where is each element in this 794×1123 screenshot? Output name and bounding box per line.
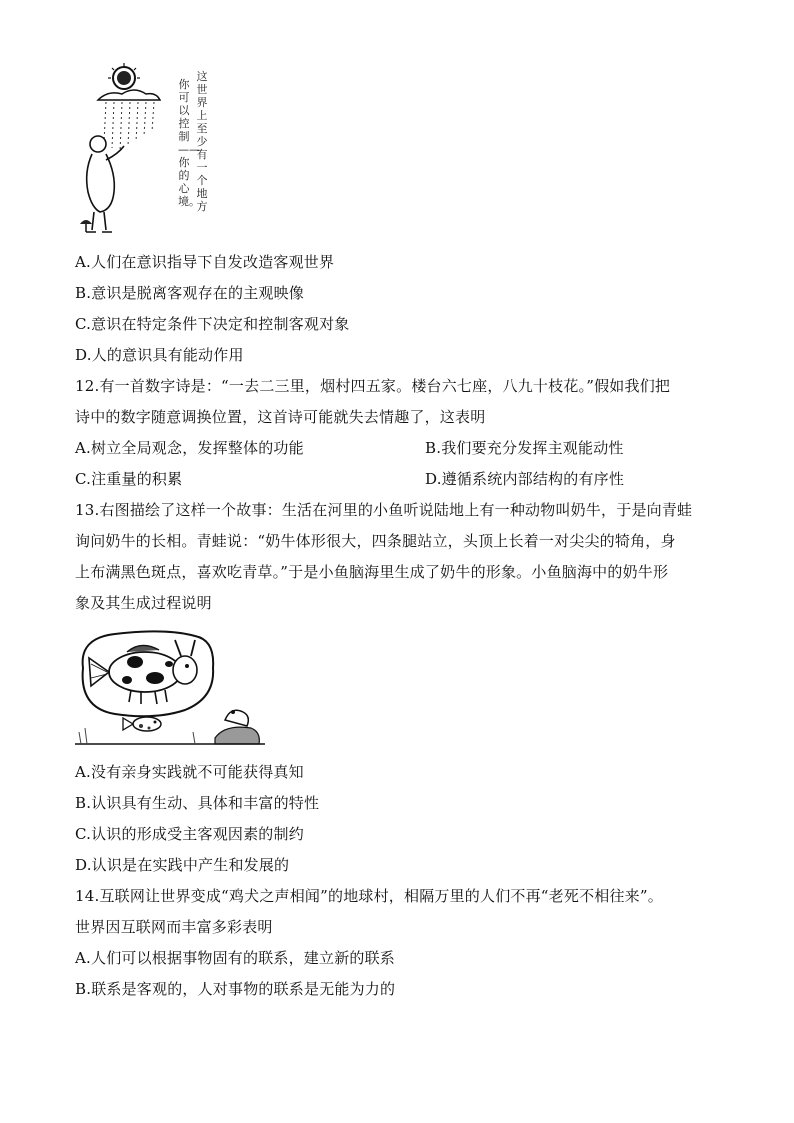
q13-option-d: D.认识是在实践中产生和发展的 (75, 856, 290, 874)
q12-option-a: A.树立全局观念，发挥整体的功能 (75, 439, 304, 457)
q13-option-a: A.没有亲身实践就不可能获得真知 (75, 763, 304, 781)
q14-option-a: A.人们可以根据事物固有的联系，建立新的联系 (75, 949, 396, 967)
q11-option-d: D.人的意识具有能动作用 (75, 346, 244, 364)
q11-option-a: A.人们在意识指导下自发改造客观世界 (75, 253, 335, 271)
q13-fish-cow-figure (75, 628, 265, 750)
q14-stem-line2: 世界因互联网而丰富多彩表明 (75, 918, 273, 936)
q13-stem-line4: 象及其生成过程说明 (75, 594, 212, 612)
q11-option-b: B.意识是脱离客观存在的主观映像 (75, 284, 304, 302)
q13-stem-line1: 13.右图描绘了这样一个故事：生活在河里的小鱼听说陆地上有一种动物叫奶牛，于是向青蛙 (75, 501, 693, 519)
q12-option-b: B.我们要充分发挥主观能动性 (425, 439, 624, 457)
cartoon-caption-col1: 这世界上至少有一个地方 (196, 70, 208, 213)
q12-option-c: C.注重量的积累 (75, 470, 183, 488)
cartoon-caption-col2: 你可以控制——你的心境。 (178, 78, 200, 208)
q13-option-b: B.认识具有生动、具体和丰富的特性 (75, 794, 320, 812)
q13-option-c: C.认识的形成受主客观因素的制约 (75, 825, 304, 843)
q11-option-c: C.意识在特定条件下决定和控制客观对象 (75, 315, 350, 333)
q14-stem-line1: 14.互联网让世界变成“鸡犬之声相闻”的地球村，相隔万里的人们不再“老死不相往来”。 (75, 887, 663, 905)
q13-stem-line3: 上布满黑色斑点，喜欢吃青草。”于是小鱼脑海里生成了奶牛的形象。小鱼脑海中的奶牛形 (75, 563, 669, 581)
q13-stem-line2: 询问奶牛的长相。青蛙说：“奶牛体形很大，四条腿站立，头顶上长着一对尖尖的犄角，身 (75, 532, 676, 550)
q12-option-row2 (75, 469, 625, 489)
q12-stem-line2: 诗中的数字随意调换位置，这首诗可能就失去情趣了，这表明 (75, 408, 486, 426)
q12-stem-line1: 12.有一首数字诗是：“一去二三里，烟村四五家。楼台六七座，八九十枝花。”假如我们把 (75, 377, 671, 395)
q12-option-d: D.遵循系统内部结构的有序性 (425, 470, 625, 488)
q14-option-b: B.联系是客观的，人对事物的联系是无能为力的 (75, 980, 396, 998)
q11-cartoon-figure (78, 62, 218, 242)
fish-cow-illustration (75, 628, 265, 750)
q12-option-row1 (75, 438, 624, 458)
